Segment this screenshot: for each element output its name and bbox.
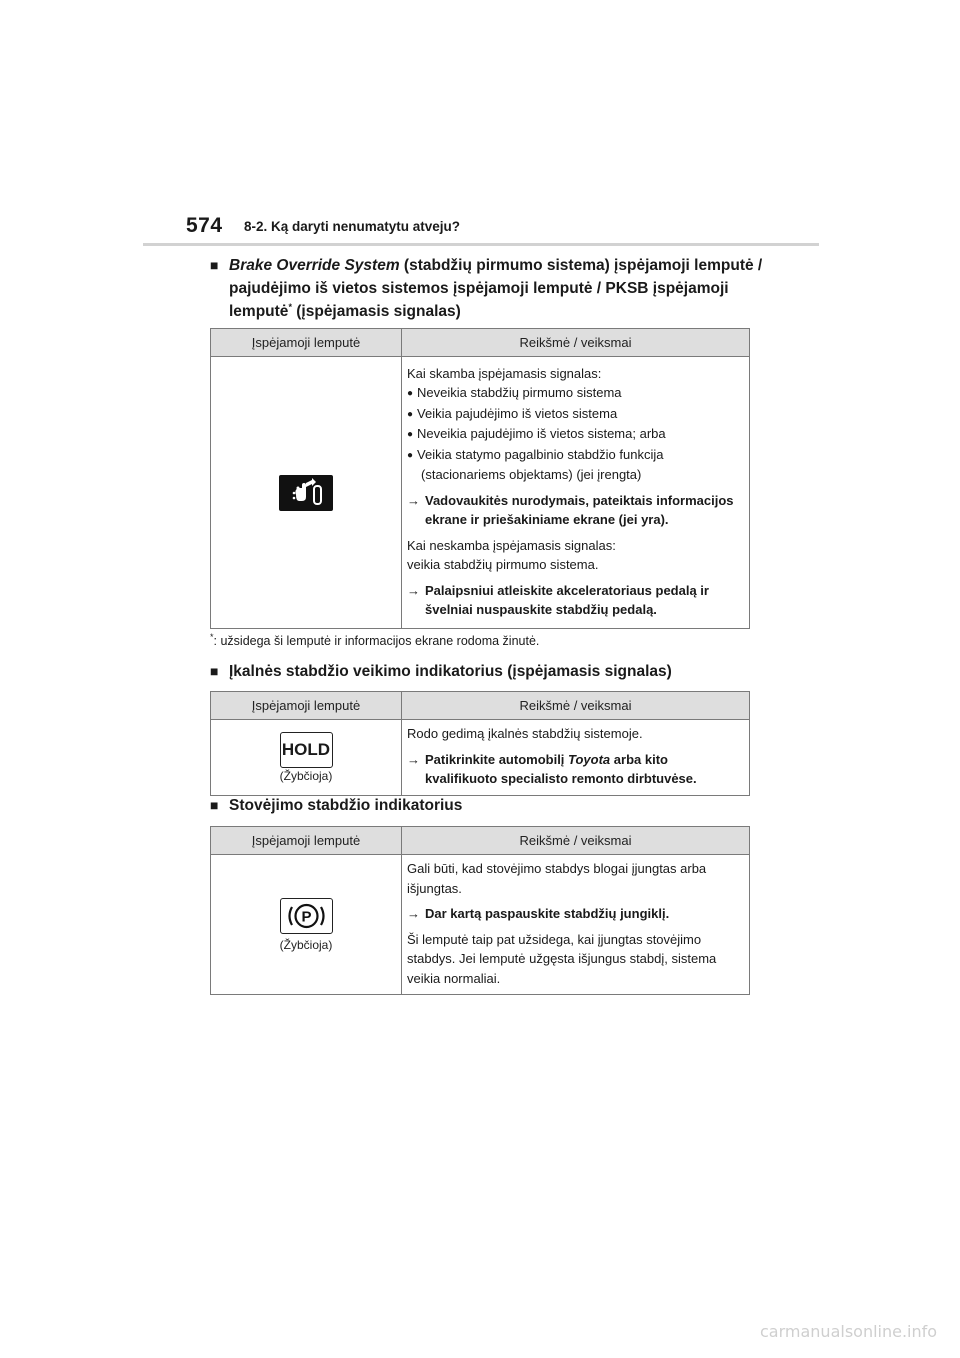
footnote-marker: * — [288, 301, 292, 312]
column-header-lamp: Įspėjamoji lemputė — [211, 692, 402, 720]
lamp-cell — [211, 855, 402, 995]
warning-table-hold — [210, 691, 750, 796]
action-instruction: → Patikrinkite automobilį Toyota arba kito kvalifikuoto specialisto remonto dirbtuvėse. — [407, 751, 697, 786]
lamp-cell — [211, 720, 402, 796]
title-end: (įspėjamasis signalas) — [291, 303, 461, 320]
header-rule — [143, 243, 819, 246]
page-number: 574 — [186, 214, 223, 237]
signal-off-status: veikia stabdžių pirmumo sistema. — [407, 557, 599, 572]
condition-item-continuation: (stacionariems objektams) (jei įrengta) — [421, 467, 642, 482]
meaning-text: Rodo gedimą įkalnės stabdžių sistemoje. — [407, 726, 643, 741]
signal-on-intro: Kai skamba įspėjamasis signalas: — [407, 365, 602, 381]
section-title-brake-override — [210, 254, 770, 324]
action-instruction: → Palaipsniui atleiskite akceleratoriaus pedalą ir švelniai nuspauskite stabdžių pedalą. — [407, 582, 709, 617]
condition-item: ● Veikia statymo pagalbinio stabdžio funkcija — [407, 445, 743, 466]
column-header-meaning: Reikšmė / veiksmai — [402, 827, 750, 855]
warning-table-brake-override — [210, 328, 750, 629]
condition-item: ● Veikia pajudėjimo iš vietos sistema — [407, 404, 743, 425]
watermark: carmanualsonline.info — [760, 1322, 938, 1341]
parking-brake-icon — [280, 898, 333, 934]
column-header-meaning: Reikšmė / veiksmai — [402, 329, 750, 357]
column-header-lamp: Įspėjamoji lemputė — [211, 827, 402, 855]
lamp-cell — [211, 357, 402, 629]
section-title-hold — [210, 660, 770, 684]
brake-override-warning-icon — [279, 475, 333, 511]
svg-text:P: P — [300, 908, 312, 925]
meaning-cell — [402, 720, 750, 796]
arrow-icon: → — [407, 492, 420, 508]
square-bullet-icon: ■ — [210, 797, 219, 813]
section-title-parking-brake — [210, 794, 770, 818]
arrow-icon: → — [407, 582, 420, 598]
footnote: *: užsidega ši lemputė ir informacijos ekrane rodoma žinutė. — [210, 632, 540, 649]
title-text: Įkalnės stabdžio veikimo indikatorius (įspėjamasis signalas) — [229, 663, 672, 680]
condition-item: ● Neveikia pajudėjimo iš vietos sistema; arba — [407, 424, 743, 445]
brand-name: Toyota — [568, 751, 611, 767]
title-text: (stabdžių pirmumo sistema) įspėjamoji lemputė / pajudėjimo iš vietos sistemos įspėjamoji lemputė / PKSB įspėjamoji lemputė — [229, 257, 763, 320]
meaning-cell — [402, 855, 750, 995]
meaning-note: Ši lemputė taip pat užsidega, kai įjungtas stovėjimo stabdys. Jei lemputė užgęsta išjungus stabdį, sistema veikia normaliai. — [407, 931, 717, 986]
meaning-text: Gali būti, kad stovėjimo stabdys blogai įjungtas arba išjungtas. — [407, 861, 707, 896]
column-header-lamp: Įspėjamoji lemputė — [211, 329, 402, 357]
system-name: Brake Override System — [229, 257, 400, 274]
square-bullet-icon: ■ — [210, 663, 219, 679]
condition-item: ● Neveikia stabdžių pirmumo sistema — [407, 383, 743, 404]
arrow-icon: → — [407, 906, 420, 921]
title-text: Stovėjimo stabdžio indikatorius — [229, 797, 463, 814]
square-bullet-icon: ■ — [210, 257, 219, 273]
flashing-caption: (Žybčioja) — [279, 937, 333, 952]
action-instruction: → Dar kartą paspauskite stabdžių jungiklį. — [407, 904, 743, 924]
column-header-meaning: Reikšmė / veiksmai — [402, 692, 750, 720]
meaning-cell — [402, 357, 750, 629]
arrow-icon: → — [407, 751, 420, 767]
action-instruction: → Vadovaukitės nurodymais, pateiktais informacijos ekrane ir priešakiniame ekrane (jei yra). — [407, 492, 734, 527]
flashing-caption: (Žybčioja) — [279, 768, 333, 783]
warning-table-parking-brake — [210, 826, 750, 995]
signal-off-intro: Kai neskamba įspėjamasis signalas: — [407, 537, 616, 553]
chapter-title: 8-2. Ką daryti nenumatytu atveju? — [244, 219, 461, 234]
hold-indicator-icon: HOLD — [280, 732, 333, 768]
